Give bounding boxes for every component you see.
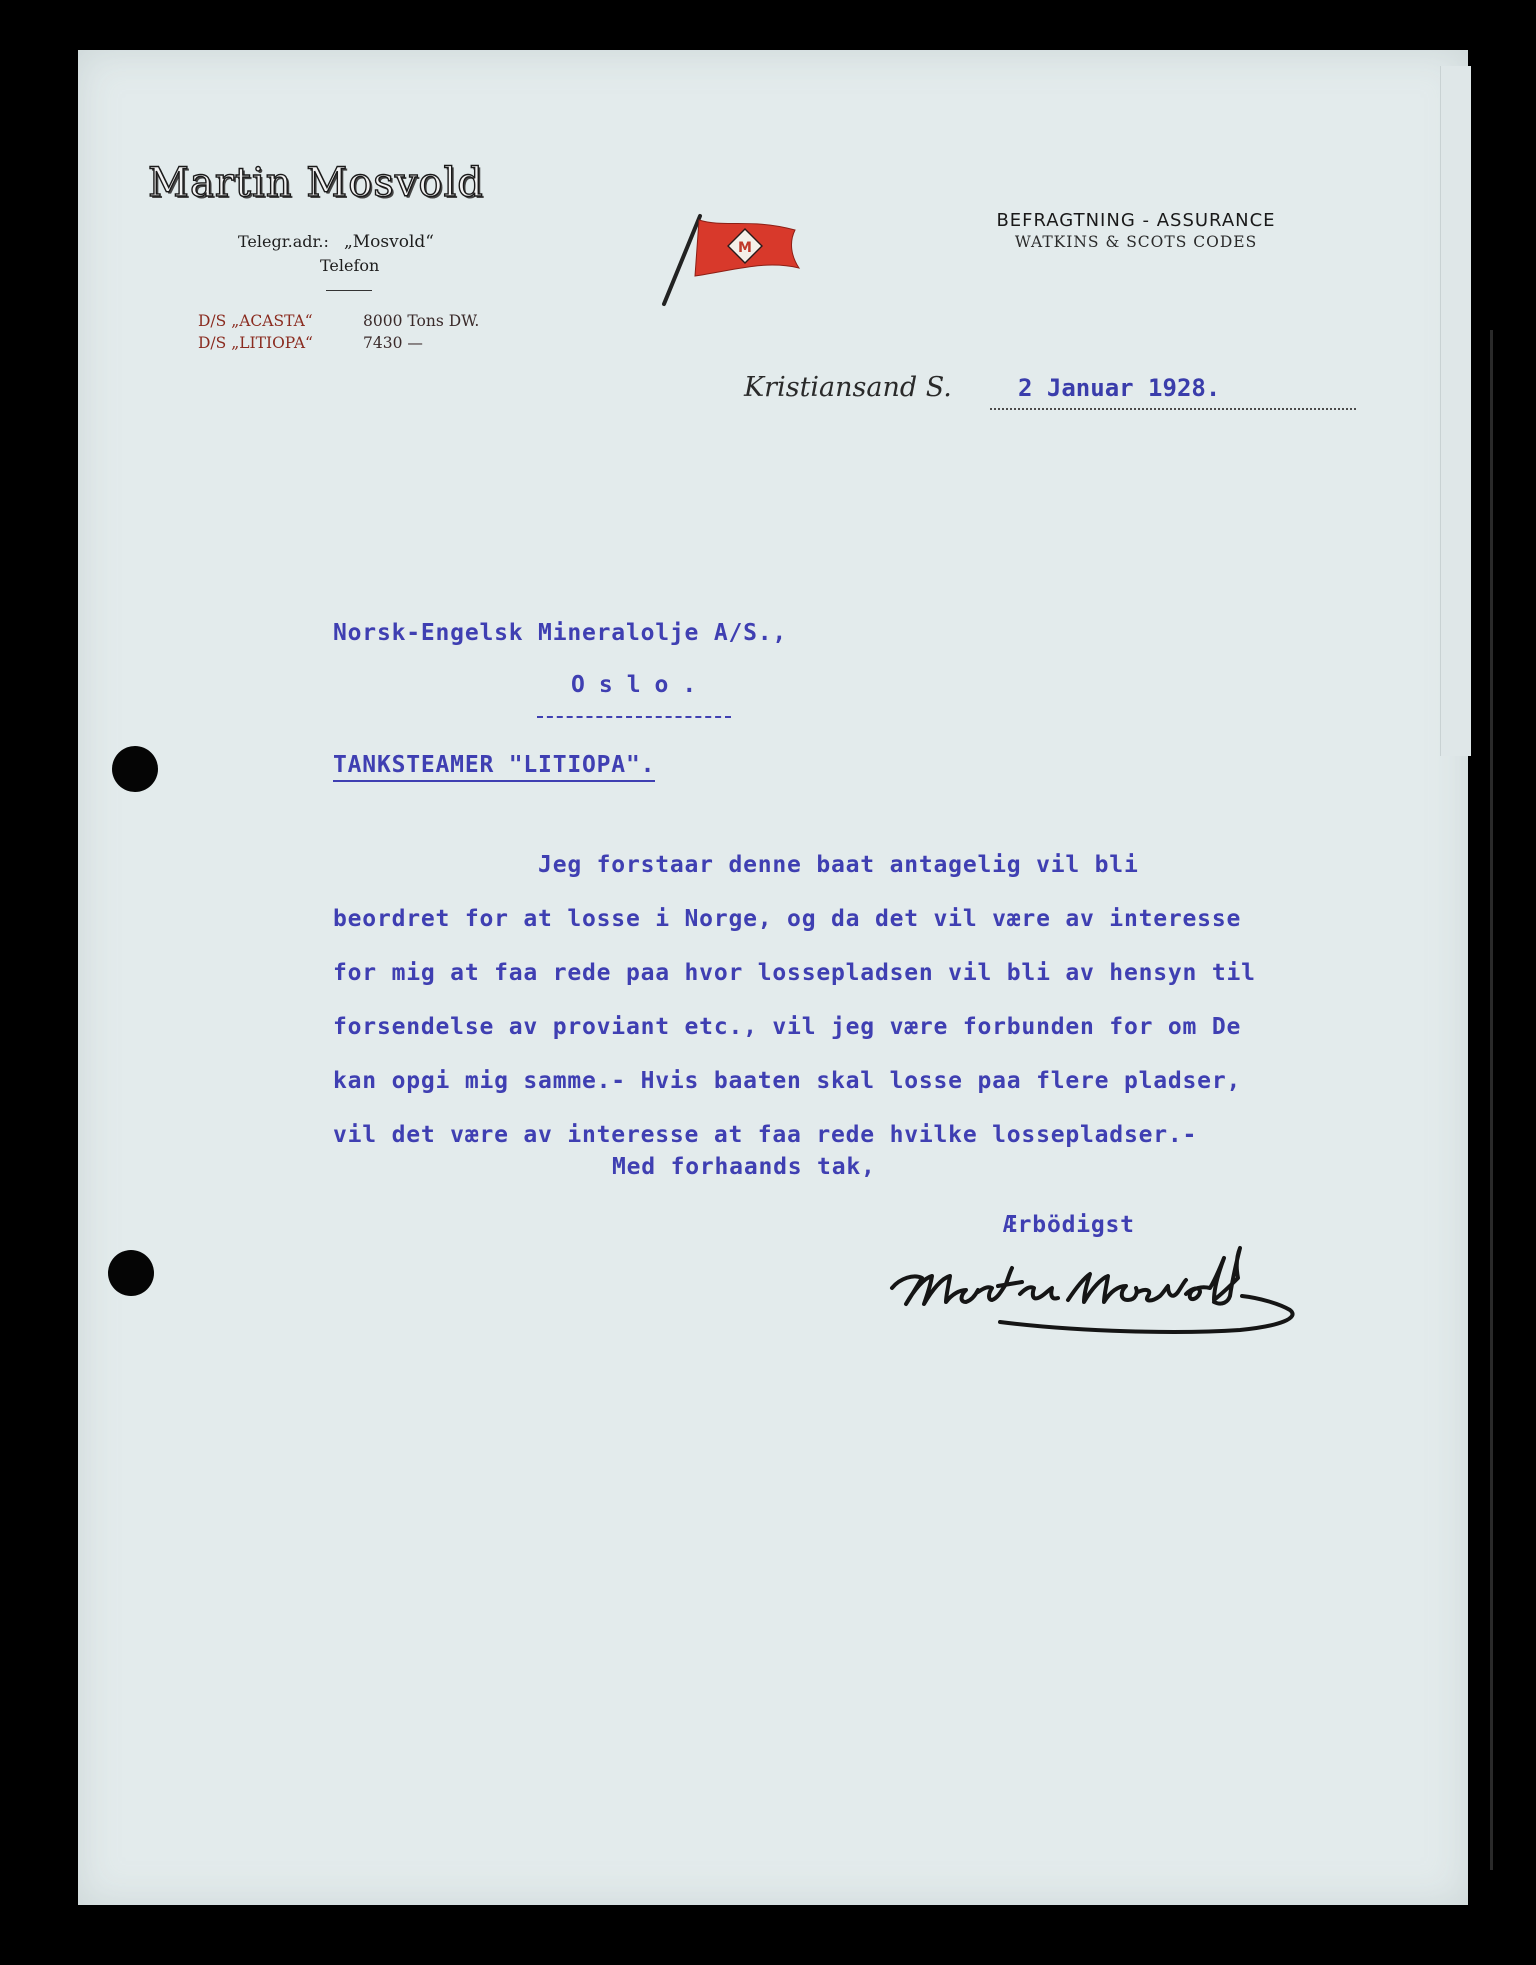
- telephone-label: Telefon: [320, 256, 380, 275]
- telegraph-value: „Mosvold“: [343, 232, 434, 252]
- addressee: Norsk-Engelsk Mineralolje A/S.,: [333, 620, 788, 646]
- ship-name: D/S „LITIOPA“: [198, 334, 313, 352]
- handwritten-signature: [880, 1238, 1350, 1348]
- ship-tonnage: 7430 —: [363, 334, 423, 352]
- telegraph-codes: WATKINS & SCOTS CODES: [1014, 233, 1258, 251]
- business-title: BEFRAGTNING - ASSURANCE: [996, 210, 1276, 231]
- punch-hole-bottom: [108, 1250, 154, 1296]
- valediction: Ærbödigst: [1003, 1212, 1135, 1238]
- letter-body: [333, 838, 1256, 1162]
- ship-name: D/S „ACASTA“: [198, 312, 313, 330]
- business-lines: [952, 210, 1320, 251]
- fleet-list: [198, 310, 479, 354]
- scan-frame-edge: [1490, 330, 1493, 1870]
- telegraph-address: [238, 232, 434, 252]
- body-line: Jeg forstaar denne baat antagelig vil bli: [333, 852, 1139, 878]
- flag-letter: M: [738, 240, 752, 256]
- punch-hole-top: [112, 746, 158, 792]
- telephone-blank-line: [326, 290, 372, 291]
- body-line: kan opgi mig samme.- Hvis baaten skal losse paa flere pladser,: [333, 1068, 1242, 1094]
- telegraph-label: Telegr.adr.:: [238, 232, 329, 251]
- body-line: vil det være av interesse at faa rede hvilke lossepladser.-: [333, 1122, 1198, 1148]
- body-line: beordret for at losse i Norge, og da det vil være av interesse: [333, 906, 1242, 932]
- house-flag-logo: [655, 212, 805, 312]
- date-dotted-line: [990, 408, 1356, 410]
- letter-date: 2 Januar 1928.: [1018, 374, 1221, 402]
- paper-fold-edge: [1440, 66, 1471, 756]
- closing-line: Med forhaands tak,: [612, 1154, 876, 1180]
- company-name: Martin Mosvold: [148, 160, 484, 206]
- subject-line: TANKSTEAMER "LITIOPA".: [333, 752, 655, 782]
- body-line: for mig at faa rede paa hvor lossepladsen vil bli av hensyn til: [333, 960, 1256, 986]
- body-line: forsendelse av proviant etc., vil jeg være forbunden for om De: [333, 1014, 1242, 1040]
- fleet-row: [198, 332, 479, 354]
- city-underline: [537, 716, 731, 718]
- fleet-row: [198, 310, 479, 332]
- addressee-city: Oslo.: [571, 672, 711, 698]
- letter-place: Kristiansand S.: [744, 372, 952, 403]
- ship-tonnage: 8000 Tons DW.: [363, 312, 480, 330]
